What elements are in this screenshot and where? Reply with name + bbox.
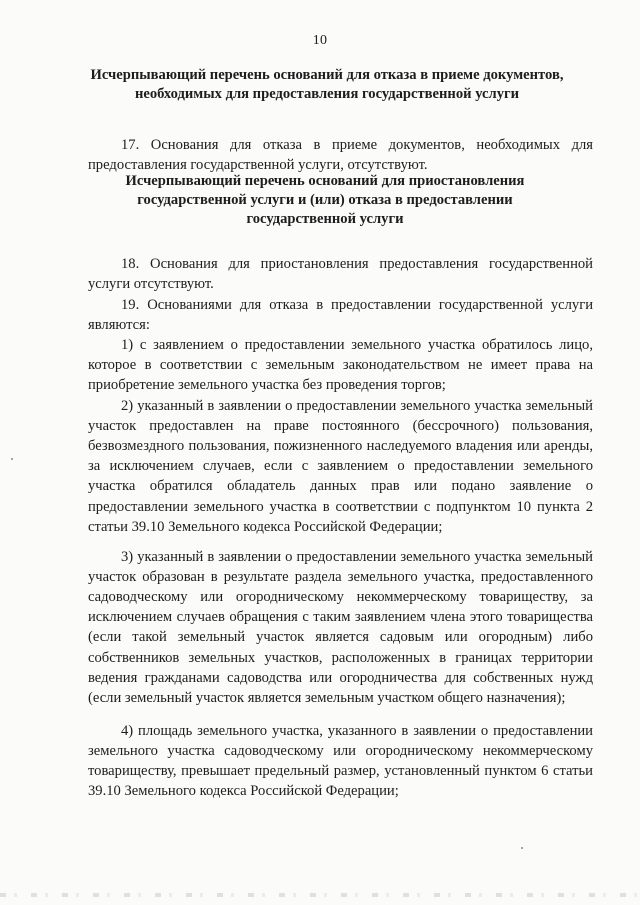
heading-line: государственной услуги [246,211,404,227]
list-item-4: 4) площадь земельного участка, указанного в заявлении о предоставлении земельного участка садоводческому или огородническому некоммерческому товариществу, превышает предельный размер, установленный пунктом 6 статьи 39.10 Земельного кодекса Российской Федерации; [88,722,593,800]
paragraph-19: 19. Основаниями для отказа в предоставлении государственной услуги являются: [88,296,593,333]
scan-speck [11,458,13,460]
scan-speck [521,847,523,849]
list-item-3: 3) указанный в заявлении о предоставлении земельного участка земельный участок образован в результате раздела земельного участка, предоставленного садоводческому или огородническому некоммерческому товариществу, за исключением случаев обращения с таким заявлением члена этого товарищества (если такой земельный участок является садовым или огородным) либо собственников земельных участков, расположенных в границах территории ведения гражданами садоводства или огородничества для собственных нужд (если земельный участок является земельным участком общего назначения); [88,548,593,707]
heading-line: Исчерпывающий перечень оснований для отказа в приеме документов, [90,67,564,83]
paragraph-17: 17. Основания для отказа в приеме документов, необходимых для предоставления государственной услуги, отсутствуют. [88,136,593,173]
paragraph-18: 18. Основания для приостановления предоставления государственной услуги отсутствуют. [88,255,593,292]
section-heading-suspension-refusal [90,172,560,229]
list-item-2: 2) указанный в заявлении о предоставлении земельного участка земельный участок предоставлен на праве постоянного (бессрочного) пользования, безвозмездного пользования, пожизненного наследуемого владения или аренды, за исключением случаев, если с заявлением о предоставлении земельного участка обратился обладатель данных прав или подано заявление о предоставлении земельного участка в соответствии с подпунктом 10 пункта 2 статьи 39.10 Земельного кодекса Российской Федерации; [88,397,593,535]
page-number: 10 [312,33,328,48]
list-item-1: 1) с заявлением о предоставлении земельного участка обратилось лицо, которое в соответствии с земельным законодательством не имеет права на приобретение земельного участка без проведения торгов; [88,336,593,393]
heading-line: государственной услуги и (или) отказа в предоставлении [137,192,513,208]
heading-line: необходимых для предоставления государственной услуги [134,86,520,102]
section-heading-refusal-acceptance [82,66,572,104]
heading-line: Исчерпывающий перечень оснований для приостановления [125,173,525,189]
scan-edge-noise [0,893,640,897]
